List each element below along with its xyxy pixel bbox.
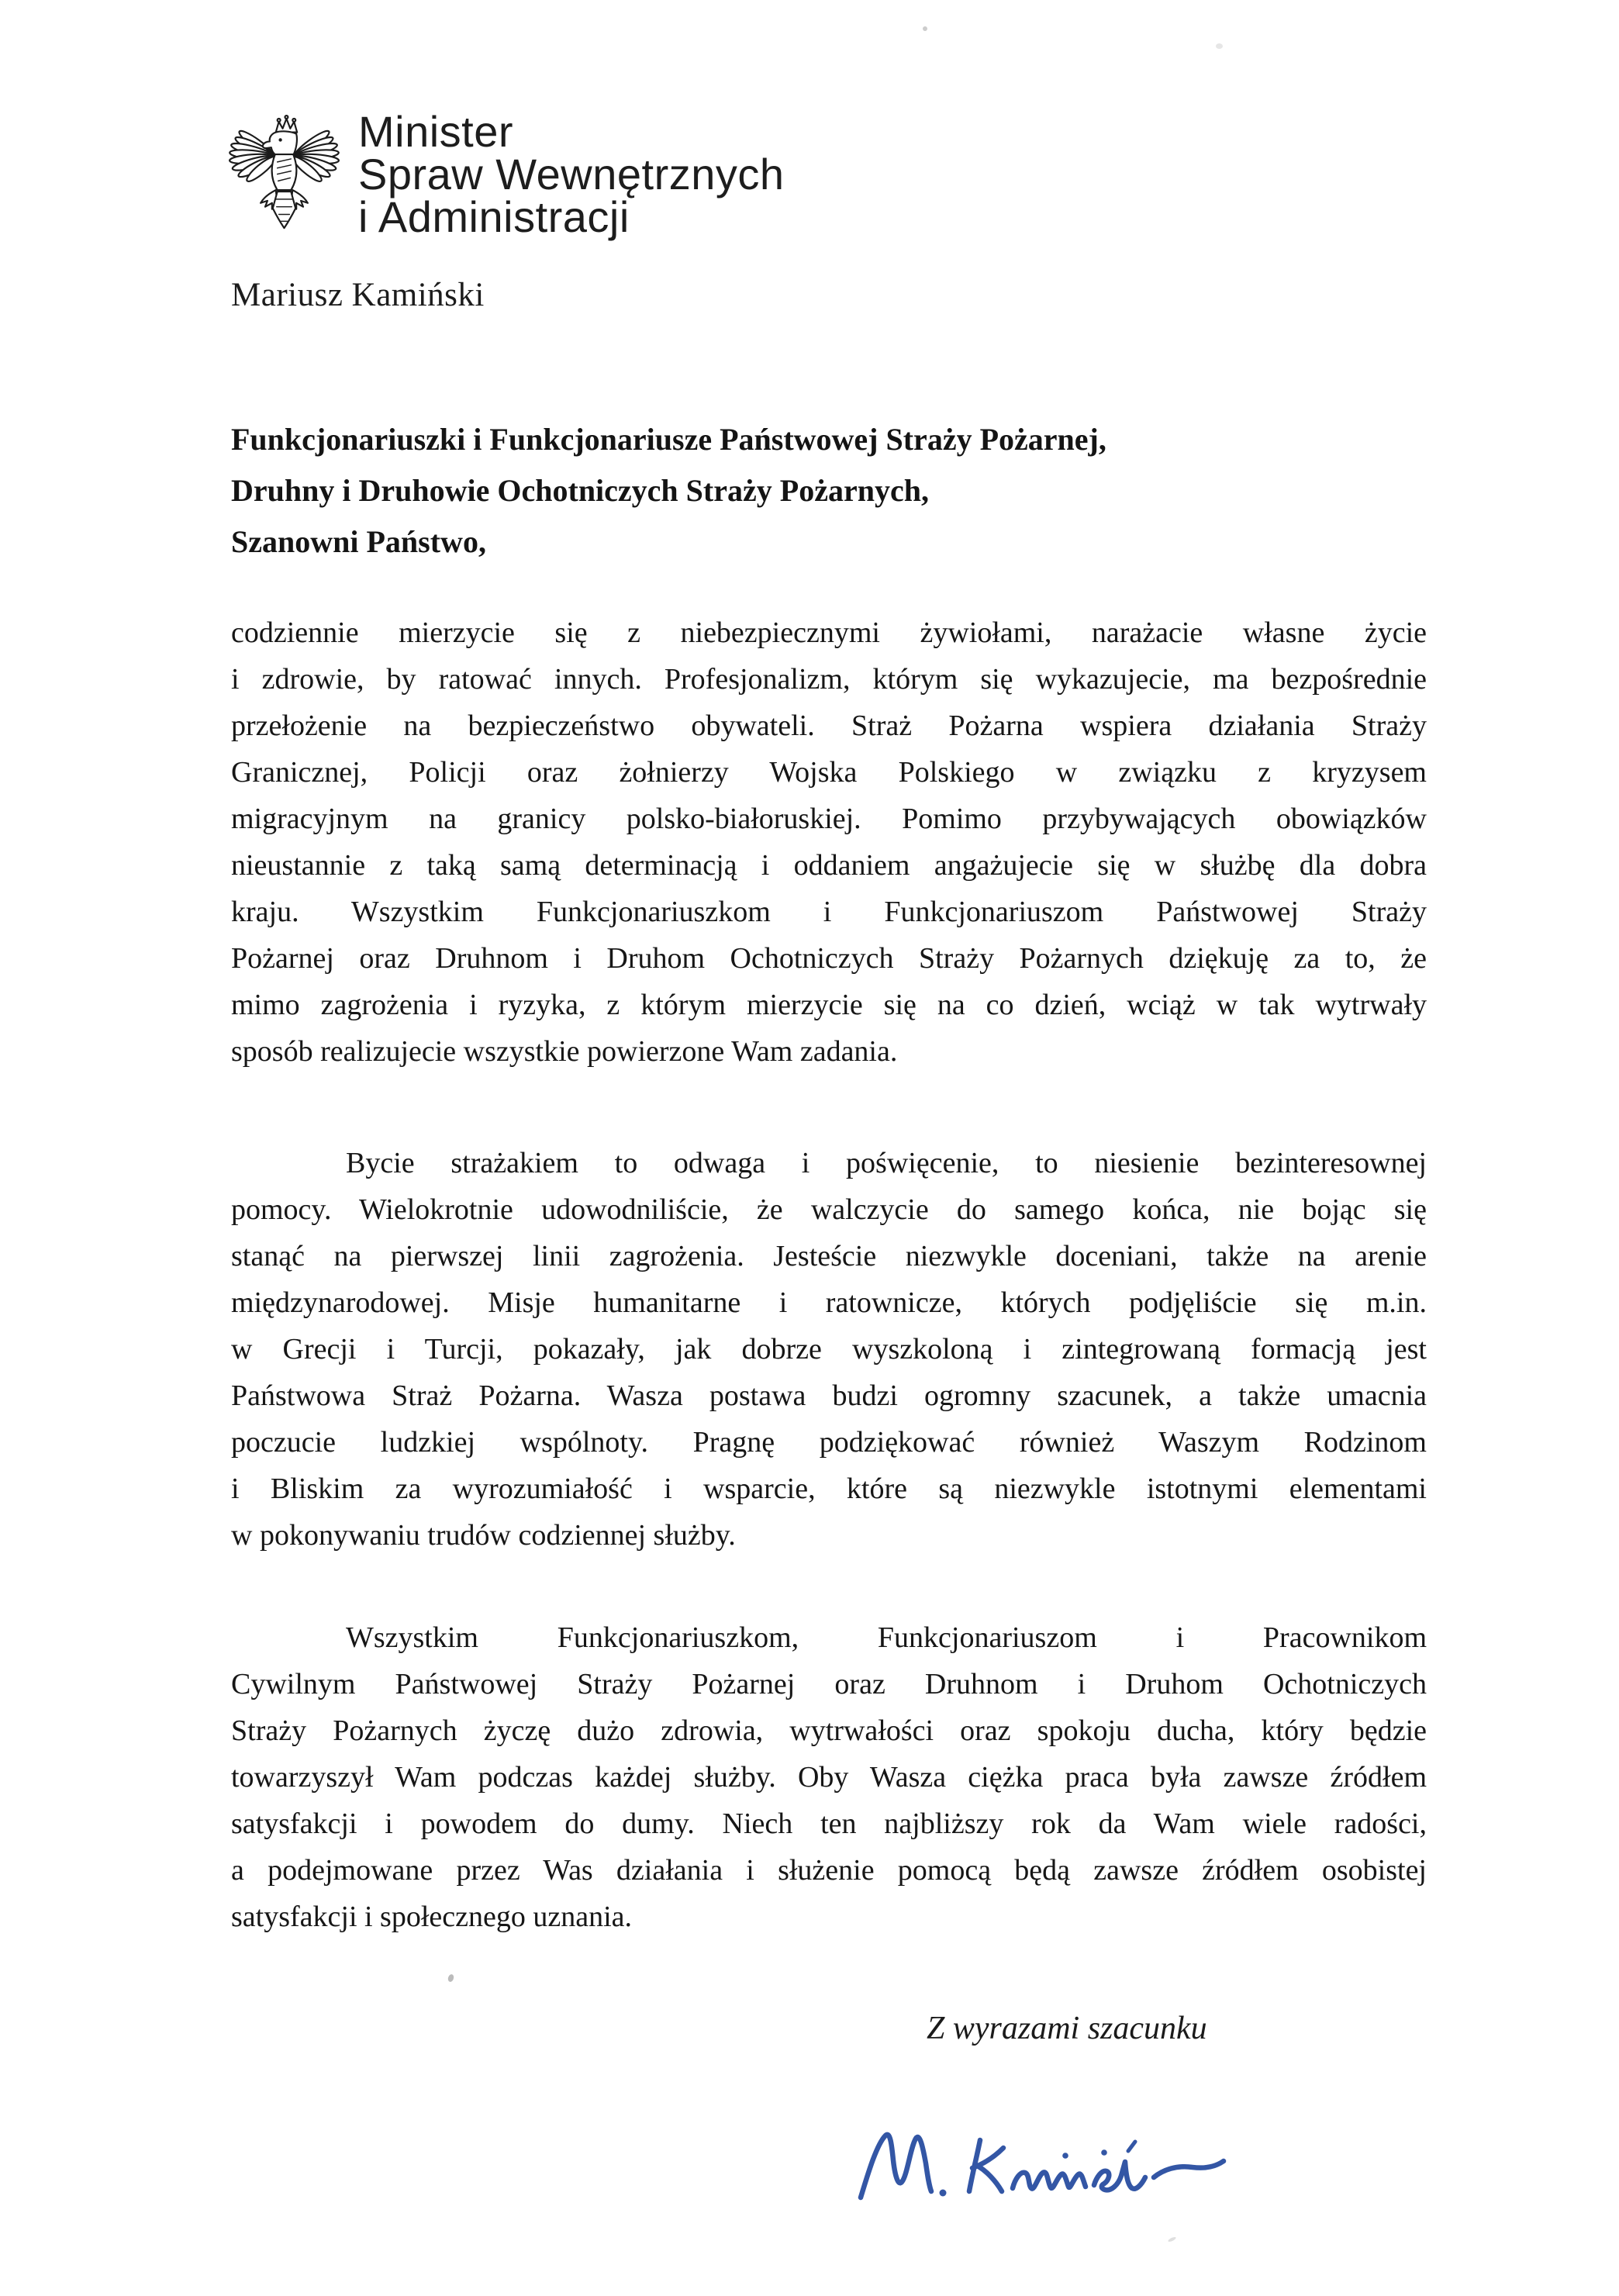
salutation-line: Funkcjonariuszki i Funkcjonariusze Państwowej Straży Pożarnej, bbox=[231, 422, 1106, 457]
minister-name: Mariusz Kamiński bbox=[231, 277, 485, 313]
paragraph-line: towarzyszył Wam podczas każdej służby. Oby Wasza ciężka praca była zawsze źródłem bbox=[231, 1761, 1427, 1794]
paragraph-line: mimo zagrożenia i ryzyka, z którym mierzycie się na co dzień, wciąż w tak wytrwały bbox=[231, 989, 1427, 1021]
scan-speck bbox=[1168, 2236, 1177, 2242]
paragraph-line: Bycie strażakiem to odwaga i poświęcenie, to niesienie bezinteresownej bbox=[346, 1147, 1427, 1179]
paragraph-line: Pożarnej oraz Druhnom i Druhom Ochotniczych Straży Pożarnych dziękuję za to, że bbox=[231, 942, 1427, 975]
paragraph-line: w Grecji i Turcji, pokazały, jak dobrze wyszkoloną i zintegrowaną formacją jest bbox=[231, 1333, 1427, 1366]
scan-speck bbox=[447, 1973, 455, 1983]
paragraph-line: a podejmowane przez Was działania i służenie pomocą będą zawsze źródłem osobistej bbox=[231, 1854, 1427, 1887]
paragraph-line: satysfakcji i powodem do dumy. Niech ten najbliższy rok da Wam wiele radości, bbox=[231, 1807, 1427, 1840]
body-paragraph-3 bbox=[231, 1614, 1427, 1940]
paragraph-line: w pokonywaniu trudów codziennej służby. bbox=[231, 1519, 736, 1552]
salutation bbox=[231, 414, 1441, 568]
paragraph-line: Cywilnym Państwowej Straży Pożarnej oraz Druhnom i Druhom Ochotniczych bbox=[231, 1668, 1427, 1700]
polish-eagle-coat-of-arms-icon bbox=[227, 111, 341, 240]
paragraph-line: satysfakcji i społecznego uznania. bbox=[231, 1901, 633, 1933]
paragraph-line: pomocy. Wielokrotnie udowodniliście, że walczycie do samego końca, nie bojąc się bbox=[231, 1193, 1427, 1226]
paragraph-line: Państwowa Straż Pożarna. Wasza postawa budzi ogromny szacunek, a także umacnia bbox=[231, 1379, 1427, 1412]
body-paragraph-1 bbox=[231, 609, 1427, 1075]
closing-phrase: Z wyrazami szacunku bbox=[927, 2011, 1207, 2046]
paragraph-line: stanąć na pierwszej linii zagrożenia. Jesteście niezwykle doceniani, także na arenie bbox=[231, 1240, 1427, 1272]
paragraph-line: Straży Pożarnych życzę dużo zdrowia, wytrwałości oraz spokoju ducha, który będzie bbox=[231, 1714, 1427, 1747]
paragraph-line: poczucie ludzkiej wspólnoty. Pragnę podziękować również Waszym Rodzinom bbox=[231, 1426, 1427, 1459]
paragraph-line: nieustannie z taką samą determinacją i oddaniem angażujecie się w służbę dla dobra bbox=[231, 849, 1427, 882]
scan-speck bbox=[1216, 43, 1223, 49]
letter-body bbox=[231, 609, 1427, 1940]
ministry-title-line-2: Spraw Wewnętrznych bbox=[358, 150, 785, 199]
paragraph-line: Wszystkim Funkcjonariuszkom, Funkcjonariuszom i Pracownikom bbox=[346, 1621, 1427, 1654]
paragraph-line: i Bliskim za wyrozumiałość i wsparcie, które są niezwykle istotnymi elementami bbox=[231, 1473, 1427, 1505]
ministry-title-line-1: Minister bbox=[358, 107, 514, 156]
paragraph-line: codziennie mierzycie się z niebezpiecznymi żywiołami, narażacie własne życie bbox=[231, 616, 1427, 649]
paragraph-line: międzynarodowej. Misje humanitarne i ratownicze, których podjęliście się m.in. bbox=[231, 1286, 1427, 1319]
ministry-title-line-3: i Administracji bbox=[358, 192, 630, 241]
signature-handwriting-m-kaminski bbox=[851, 2115, 1301, 2224]
salutation-line: Szanowni Państwo, bbox=[231, 524, 486, 559]
body-paragraph-2 bbox=[231, 1140, 1427, 1559]
paragraph-line: przełożenie na bezpieczeństwo obywateli. Straż Pożarna wspiera działania Straży bbox=[231, 710, 1427, 742]
salutation-line: Druhny i Druhowie Ochotniczych Straży Pożarnych, bbox=[231, 473, 929, 508]
paragraph-line: sposób realizujecie wszystkie powierzone Wam zadania. bbox=[231, 1035, 898, 1068]
paragraph-line: kraju. Wszystkim Funkcjonariuszkom i Funkcjonariuszom Państwowej Straży bbox=[231, 896, 1427, 928]
paragraph-line: Granicznej, Policji oraz żołnierzy Wojska Polskiego w związku z kryzysem bbox=[231, 756, 1427, 789]
paragraph-line: migracyjnym na granicy polsko-białoruskiej. Pomimo przybywających obowiązków bbox=[231, 803, 1427, 835]
paragraph-line: i zdrowie, by ratować innych. Profesjonalizm, którym się wykazujecie, ma bezpośrednie bbox=[231, 663, 1427, 696]
ministry-title bbox=[358, 107, 785, 241]
scan-speck bbox=[923, 26, 927, 31]
